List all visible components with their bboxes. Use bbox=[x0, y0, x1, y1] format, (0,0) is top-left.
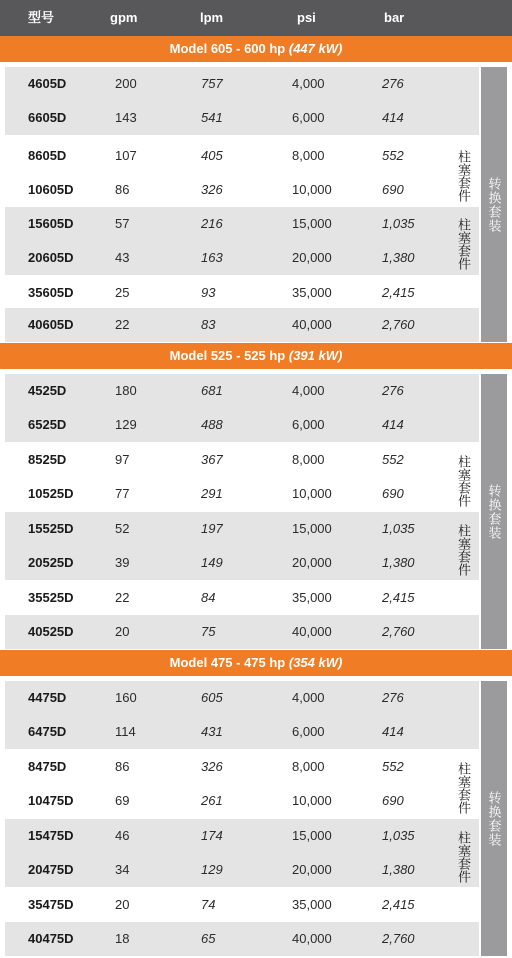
cell-model: 35605D bbox=[28, 285, 74, 300]
table-row bbox=[5, 888, 479, 922]
cell-psi: 35,000 bbox=[292, 897, 332, 912]
cell-psi: 4,000 bbox=[292, 76, 325, 91]
cell-gpm: 86 bbox=[115, 182, 130, 197]
section-title bbox=[0, 343, 512, 369]
cell-psi: 20,000 bbox=[292, 250, 332, 265]
table-row bbox=[5, 408, 479, 442]
cell-gpm: 143 bbox=[115, 110, 137, 125]
header-lpm: lpm bbox=[200, 10, 224, 25]
table-header bbox=[0, 0, 512, 36]
cell-lpm: 84 bbox=[201, 590, 216, 605]
cell-bar: 2,760 bbox=[382, 624, 415, 639]
cell-gpm: 52 bbox=[115, 521, 130, 536]
plunger-kit-label: 柱塞套件 bbox=[456, 831, 471, 883]
table-row bbox=[5, 276, 479, 310]
cell-bar: 552 bbox=[382, 452, 404, 467]
cell-gpm: 97 bbox=[115, 452, 130, 467]
cell-model: 40605D bbox=[28, 317, 74, 332]
cell-gpm: 39 bbox=[115, 555, 130, 570]
cell-lpm: 605 bbox=[201, 690, 223, 705]
conversion-kit-label: 转换套装 bbox=[486, 483, 502, 540]
cell-psi: 4,000 bbox=[292, 383, 325, 398]
cell-model: 10605D bbox=[28, 182, 74, 197]
table-row bbox=[5, 615, 479, 649]
cell-bar: 552 bbox=[382, 759, 404, 774]
cell-bar: 1,380 bbox=[382, 862, 415, 877]
cell-gpm: 86 bbox=[115, 759, 130, 774]
cell-gpm: 25 bbox=[115, 285, 130, 300]
cell-psi: 15,000 bbox=[292, 216, 332, 231]
cell-model: 35525D bbox=[28, 590, 74, 605]
cell-gpm: 77 bbox=[115, 486, 130, 501]
section-title-kw: (354 kW) bbox=[288, 655, 343, 670]
cell-model: 35475D bbox=[28, 897, 74, 912]
cell-gpm: 69 bbox=[115, 793, 130, 808]
cell-lpm: 757 bbox=[201, 76, 223, 91]
section-title bbox=[0, 650, 512, 676]
table-row bbox=[5, 443, 479, 477]
cell-model: 6475D bbox=[28, 724, 67, 739]
cell-model: 6525D bbox=[28, 417, 67, 432]
cell-model: 4525D bbox=[28, 383, 67, 398]
conversion-kit-band bbox=[481, 681, 507, 956]
header-psi: psi bbox=[297, 10, 316, 25]
header-gpm: gpm bbox=[110, 10, 138, 25]
table-row bbox=[5, 512, 479, 546]
conversion-kit-band bbox=[481, 374, 507, 649]
cell-model: 8605D bbox=[28, 148, 67, 163]
section-title bbox=[0, 36, 512, 62]
section-model-525 bbox=[0, 343, 512, 649]
cell-lpm: 93 bbox=[201, 285, 216, 300]
cell-psi: 20,000 bbox=[292, 555, 332, 570]
cell-model: 8475D bbox=[28, 759, 67, 774]
cell-lpm: 326 bbox=[201, 759, 223, 774]
cell-bar: 1,035 bbox=[382, 521, 415, 536]
cell-bar: 552 bbox=[382, 148, 404, 163]
cell-gpm: 34 bbox=[115, 862, 130, 877]
cell-lpm: 129 bbox=[201, 862, 223, 877]
cell-lpm: 149 bbox=[201, 555, 223, 570]
table-row bbox=[5, 477, 479, 511]
cell-gpm: 200 bbox=[115, 76, 137, 91]
cell-bar: 414 bbox=[382, 110, 404, 125]
cell-lpm: 163 bbox=[201, 250, 223, 265]
cell-psi: 20,000 bbox=[292, 862, 332, 877]
cell-bar: 2,415 bbox=[382, 590, 415, 605]
header-model: 型号 bbox=[28, 10, 55, 25]
cell-psi: 6,000 bbox=[292, 110, 325, 125]
cell-lpm: 681 bbox=[201, 383, 223, 398]
cell-gpm: 18 bbox=[115, 931, 130, 946]
table-row bbox=[5, 207, 479, 241]
cell-model: 20475D bbox=[28, 862, 74, 877]
section-model-605 bbox=[0, 36, 512, 342]
cell-model: 20525D bbox=[28, 555, 74, 570]
cell-gpm: 160 bbox=[115, 690, 137, 705]
cell-lpm: 405 bbox=[201, 148, 223, 163]
cell-lpm: 75 bbox=[201, 624, 216, 639]
table-row bbox=[5, 101, 479, 135]
cell-bar: 276 bbox=[382, 383, 404, 398]
section-title-kw: (391 kW) bbox=[288, 348, 343, 363]
table-row bbox=[5, 750, 479, 784]
cell-psi: 8,000 bbox=[292, 148, 325, 163]
cell-lpm: 197 bbox=[201, 521, 223, 536]
cell-psi: 40,000 bbox=[292, 624, 332, 639]
cell-bar: 2,760 bbox=[382, 931, 415, 946]
cell-gpm: 43 bbox=[115, 250, 130, 265]
cell-bar: 1,035 bbox=[382, 828, 415, 843]
cell-gpm: 46 bbox=[115, 828, 130, 843]
cell-bar: 414 bbox=[382, 724, 404, 739]
cell-bar: 1,380 bbox=[382, 250, 415, 265]
table-row bbox=[5, 681, 479, 715]
cell-model: 4475D bbox=[28, 690, 67, 705]
cell-psi: 10,000 bbox=[292, 793, 332, 808]
cell-psi: 8,000 bbox=[292, 759, 325, 774]
cell-bar: 690 bbox=[382, 182, 404, 197]
cell-bar: 690 bbox=[382, 486, 404, 501]
header-bar: bar bbox=[384, 10, 405, 25]
table-row bbox=[5, 819, 479, 853]
cell-psi: 6,000 bbox=[292, 724, 325, 739]
section-title-main: Model 475 - 475 hp bbox=[169, 655, 286, 670]
cell-bar: 276 bbox=[382, 76, 404, 91]
plunger-kit-label: 柱塞套件 bbox=[456, 455, 471, 507]
cell-gpm: 129 bbox=[115, 417, 137, 432]
cell-psi: 10,000 bbox=[292, 182, 332, 197]
cell-lpm: 541 bbox=[201, 110, 223, 125]
cell-psi: 40,000 bbox=[292, 317, 332, 332]
conversion-kit-label: 转换套装 bbox=[486, 176, 502, 233]
cell-model: 15475D bbox=[28, 828, 74, 843]
cell-psi: 40,000 bbox=[292, 931, 332, 946]
cell-model: 4605D bbox=[28, 76, 67, 91]
cell-psi: 35,000 bbox=[292, 590, 332, 605]
table-row bbox=[5, 139, 479, 173]
section-model-475 bbox=[0, 650, 512, 958]
table-row bbox=[5, 67, 479, 101]
cell-lpm: 367 bbox=[201, 452, 223, 467]
cell-bar: 2,415 bbox=[382, 285, 415, 300]
table-row bbox=[5, 173, 479, 207]
plunger-kit-label: 柱塞套件 bbox=[456, 762, 471, 814]
cell-gpm: 57 bbox=[115, 216, 130, 231]
cell-lpm: 261 bbox=[201, 793, 223, 808]
cell-gpm: 22 bbox=[115, 590, 130, 605]
plunger-kit-label: 柱塞套件 bbox=[456, 218, 471, 270]
cell-model: 20605D bbox=[28, 250, 74, 265]
cell-lpm: 488 bbox=[201, 417, 223, 432]
cell-psi: 15,000 bbox=[292, 828, 332, 843]
cell-bar: 276 bbox=[382, 690, 404, 705]
cell-lpm: 291 bbox=[201, 486, 223, 501]
cell-gpm: 20 bbox=[115, 897, 130, 912]
cell-bar: 2,415 bbox=[382, 897, 415, 912]
cell-bar: 1,380 bbox=[382, 555, 415, 570]
plunger-kit-label: 柱塞套件 bbox=[456, 150, 471, 202]
cell-lpm: 65 bbox=[201, 931, 216, 946]
cell-psi: 10,000 bbox=[292, 486, 332, 501]
table-row bbox=[5, 546, 479, 580]
table-row bbox=[5, 581, 479, 615]
conversion-kit-band bbox=[481, 67, 507, 342]
table-row bbox=[5, 308, 479, 342]
cell-psi: 35,000 bbox=[292, 285, 332, 300]
cell-lpm: 83 bbox=[201, 317, 216, 332]
cell-bar: 690 bbox=[382, 793, 404, 808]
table-row bbox=[5, 374, 479, 408]
cell-bar: 1,035 bbox=[382, 216, 415, 231]
table-row bbox=[5, 922, 479, 956]
cell-bar: 2,760 bbox=[382, 317, 415, 332]
conversion-kit-label: 转换套装 bbox=[486, 790, 502, 847]
cell-gpm: 22 bbox=[115, 317, 130, 332]
section-title-main: Model 525 - 525 hp bbox=[169, 348, 286, 363]
cell-model: 40525D bbox=[28, 624, 74, 639]
cell-lpm: 216 bbox=[201, 216, 223, 231]
cell-psi: 15,000 bbox=[292, 521, 332, 536]
cell-lpm: 174 bbox=[201, 828, 223, 843]
cell-model: 8525D bbox=[28, 452, 67, 467]
cell-model: 15525D bbox=[28, 521, 74, 536]
cell-psi: 8,000 bbox=[292, 452, 325, 467]
table-row bbox=[5, 715, 479, 749]
cell-lpm: 431 bbox=[201, 724, 223, 739]
cell-gpm: 107 bbox=[115, 148, 137, 163]
cell-model: 15605D bbox=[28, 216, 74, 231]
cell-gpm: 180 bbox=[115, 383, 137, 398]
table-row bbox=[5, 241, 479, 275]
table-row bbox=[5, 853, 479, 887]
section-title-main: Model 605 - 600 hp bbox=[169, 41, 286, 56]
table-row bbox=[5, 784, 479, 818]
cell-psi: 4,000 bbox=[292, 690, 325, 705]
cell-psi: 6,000 bbox=[292, 417, 325, 432]
cell-bar: 414 bbox=[382, 417, 404, 432]
cell-gpm: 114 bbox=[115, 724, 136, 739]
cell-model: 10525D bbox=[28, 486, 74, 501]
cell-lpm: 74 bbox=[201, 897, 216, 912]
cell-gpm: 20 bbox=[115, 624, 130, 639]
plunger-kit-label: 柱塞套件 bbox=[456, 524, 471, 576]
cell-lpm: 326 bbox=[201, 182, 223, 197]
cell-model: 6605D bbox=[28, 110, 67, 125]
cell-model: 40475D bbox=[28, 931, 74, 946]
section-title-kw: (447 kW) bbox=[288, 41, 343, 56]
cell-model: 10475D bbox=[28, 793, 74, 808]
